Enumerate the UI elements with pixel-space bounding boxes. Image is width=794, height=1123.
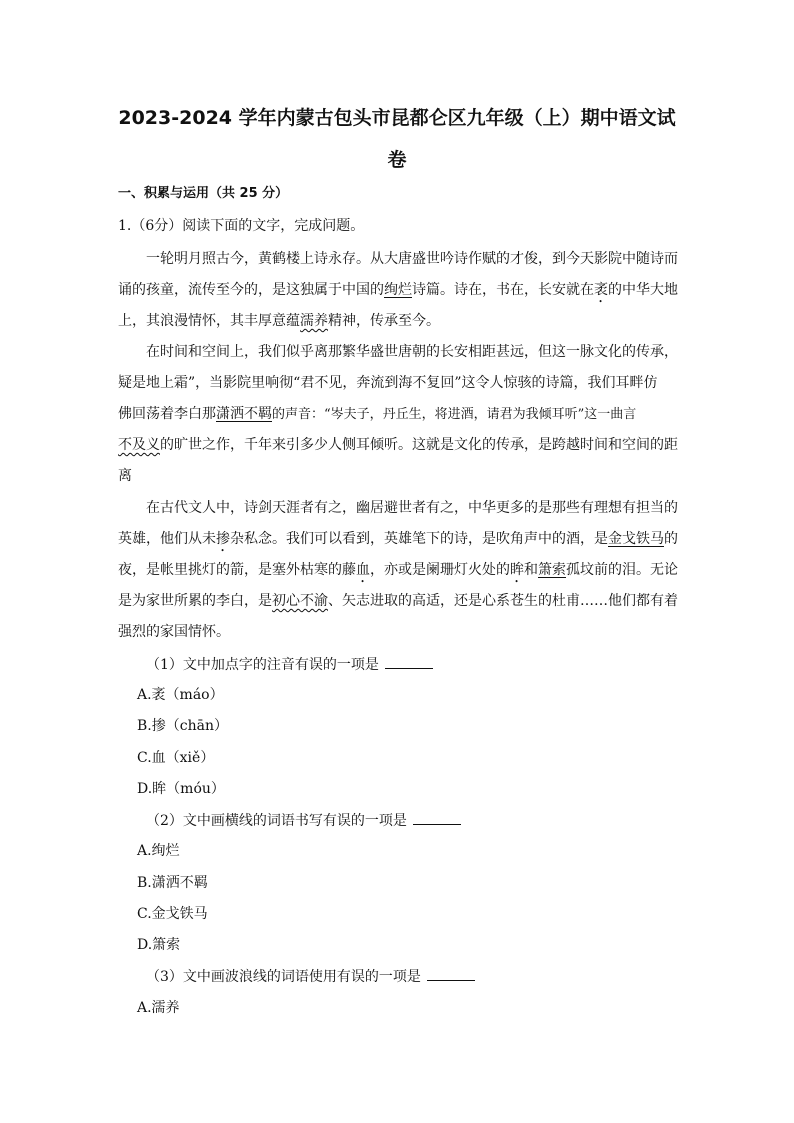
dotted-char-chan: 掺 bbox=[216, 531, 230, 547]
exam-title: 2023-2024 学年内蒙古包头市昆都仑区九年级（上）期中语文试 bbox=[118, 107, 676, 129]
option-a: A.袤（máo） bbox=[137, 687, 224, 703]
paragraph-2-line-5: 离 bbox=[118, 468, 132, 484]
text-segment: 杂私念。我们可以看到，英雄笔下的诗，是吹角声中的酒，是 bbox=[230, 531, 608, 547]
paragraph-3-line-1: 在古代文人中，诗剑天涯者有之，幽居避世者有之，中华更多的是那些有理想有担当的 bbox=[146, 500, 678, 516]
wavy-word-chuxin: 初心不渝 bbox=[272, 593, 328, 609]
question-text: （2）文中画横线的词语书写有误的一项是 bbox=[146, 813, 407, 829]
sub-question-1 bbox=[146, 654, 433, 675]
answer-blank[interactable] bbox=[385, 654, 433, 669]
option-a: A.绚烂 bbox=[137, 843, 180, 859]
underlined-word-xuanlan: 绚烂 bbox=[384, 282, 412, 298]
paragraph-3-line-5: 强烈的家国情怀。 bbox=[118, 624, 230, 640]
paragraph-1-line-3 bbox=[118, 311, 440, 331]
text-segment: 的 bbox=[664, 531, 678, 547]
sub-question-2 bbox=[146, 810, 461, 831]
paragraph-3-line-3 bbox=[118, 560, 678, 586]
paragraph-2-line-4 bbox=[118, 435, 678, 455]
option-b: B.潇洒不羁 bbox=[137, 875, 208, 891]
text-segment: 的声音：“岑夫子，丹丘生，将进酒，请君为我倾耳听”这一曲言 bbox=[272, 407, 637, 422]
underlined-word-xiaosuo: 箫索 bbox=[538, 562, 566, 578]
section-heading: 一、积累与运用（共 25 分） bbox=[118, 186, 289, 201]
text-segment: 上，其浪漫情怀，其丰厚意蕴 bbox=[118, 313, 300, 329]
text-segment: 是为家世所累的李白，是 bbox=[118, 593, 272, 609]
exam-title-continued: 卷 bbox=[387, 149, 407, 171]
text-segment: 、矢志进取的高适，还是心系苍生的杜甫……他们都有着 bbox=[328, 593, 678, 609]
text-segment: 诗篇。诗在，书在，长安就在 bbox=[412, 282, 594, 298]
paragraph-3-line-2 bbox=[118, 529, 678, 555]
sub-question-3 bbox=[146, 966, 475, 987]
text-segment: 的中华大地 bbox=[608, 282, 678, 298]
paragraph-1-line-2 bbox=[118, 280, 678, 306]
text-segment: 诵的孩童，流传至今的，是这独属于中国的 bbox=[118, 282, 384, 298]
option-c: C.血（xiě） bbox=[137, 750, 215, 766]
paragraph-2-line-2: 疑是地上霜”，当影院里响彻“君不见，奔流到海不复回”这令人惊骇的诗篇，我们耳畔仿 bbox=[118, 375, 658, 391]
wavy-word-ruyang: 濡养 bbox=[300, 313, 328, 329]
underlined-word-jinge: 金戈铁马 bbox=[608, 531, 664, 547]
paragraph-1-line-1: 一轮明月照古今，黄鹤楼上诗永存。从大唐盛世吟诗作赋的才俊，到今天影院中随诗而 bbox=[146, 251, 678, 267]
paragraph-3-line-4 bbox=[118, 591, 678, 611]
option-a: A.濡养 bbox=[137, 1000, 180, 1016]
question-text: （1）文中加点字的注音有误的一项是 bbox=[146, 657, 379, 673]
option-c: C.金戈铁马 bbox=[137, 906, 208, 922]
paragraph-2-line-1: 在时间和空间上，我们似乎离那繁华盛世唐朝的长安相距甚远，但这一脉文化的传承， bbox=[146, 344, 678, 360]
dotted-char-mao: 袤 bbox=[594, 282, 608, 298]
dotted-char-mou: 眸 bbox=[510, 562, 524, 578]
dotted-char-xue: 血 bbox=[356, 562, 370, 578]
answer-blank[interactable] bbox=[427, 966, 475, 981]
text-segment: 夜，是帐里挑灯的箭，是塞外枯寒的藤 bbox=[118, 562, 356, 578]
text-segment: 孤坟前的泪。无论 bbox=[566, 562, 678, 578]
text-segment: 佛回荡着李白那 bbox=[118, 406, 216, 422]
text-segment: 和 bbox=[524, 562, 538, 578]
paragraph-2-line-3 bbox=[118, 404, 636, 425]
text-segment: 精神，传承至今。 bbox=[328, 313, 440, 329]
option-d: D.箫索 bbox=[137, 937, 181, 953]
option-d: D.眸（móu） bbox=[137, 781, 225, 797]
wavy-word-yanbujiyi: 不及义 bbox=[118, 437, 160, 453]
option-b: B.掺（chān） bbox=[137, 718, 228, 734]
answer-blank[interactable] bbox=[413, 810, 461, 825]
text-segment: 的旷世之作，千年来引多少人侧耳倾听。这就是文化的传承，是跨越时间和空间的距 bbox=[160, 437, 678, 453]
text-segment: 英雄，他们从未 bbox=[118, 531, 216, 547]
question-1-intro: 1.（6分）阅读下面的文字，完成问题。 bbox=[118, 218, 365, 234]
text-segment: ，亦或是阑珊灯火处的 bbox=[370, 562, 510, 578]
question-text: （3）文中画波浪线的词语使用有误的一项是 bbox=[146, 969, 421, 985]
underlined-word-xiaosa: 潇洒不羁 bbox=[216, 406, 272, 422]
